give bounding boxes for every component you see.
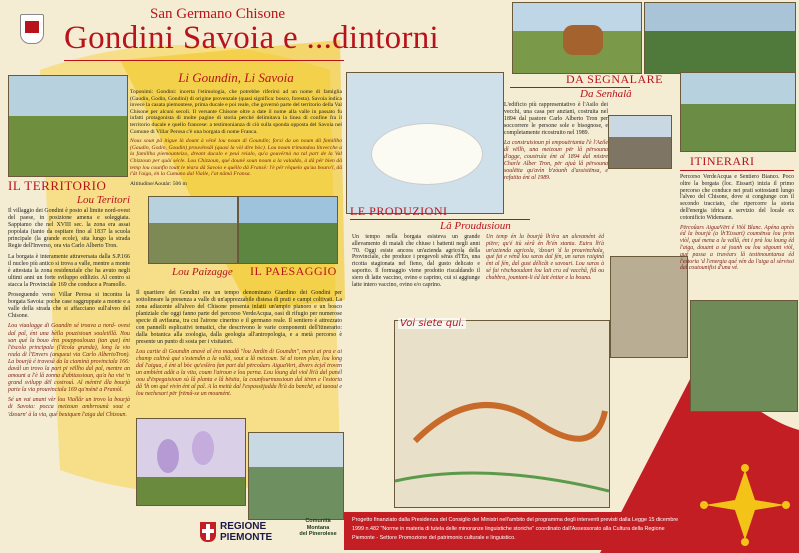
produzioni-paragraph-1: Un tempo nella borgata esisteva un grande allevamento di maiali che chiuse i battenti negli anni '70. Oggi esiste ancora un'azienda agricola della Provinciale, che produce i pregevoli sëras d'l'Én, una ricotta stagionata nel fieno, dal gusto delicato e saporito. Il formaggio viene prodotto riscaldando il siero di latte vaccino, ovino e caprino, cui si aggiunge latte intero vaccino, ovino e/o caprino. — [352, 234, 480, 288]
funding-text: Progetto finanziato dalla Presidenza del Consiglio dei Ministri nell'ambito del programma degli interventi previsti dalla Legge 15 dicembre 1999 n.482 "Norme in materia di tutela delle minoranze linguistiche storiche" coordinato dall'Assessorato alla Cultura della Regione Piemonte - Settore Promozione del patrimonio culturale e linguistico. — [352, 517, 679, 541]
itinerari-paragraph-1: Percorso VerdeAcqua e Sentiero Bianco. Poco oltre la borgata (loc. Eissart) inizia il primo percorso che conduce nei prati sottostanti lungo l'alveo del Chisone, dove si congiunge con il secondo tracciato, che ripercorre la storia dell'energia idrica a servizio del locale ex cotonificio Widemann. — [680, 174, 794, 221]
produzioni-subtitle: Lâ Proudusioun — [440, 220, 511, 232]
territorio-paragraph-2: La borgata è interamente attraversata dalla S.P.166 il nucleo più antico si trova a valle, mentre a monte è attestata la zona residenziale che ha avuto negli ultimi anni un forte sviluppo edilizio. Al centro si stacca la Provinciale 169 che conduce a Pramollo. — [8, 253, 130, 288]
cheesemaker-photo — [610, 256, 688, 358]
produzioni-title: LE PRODUZIONI — [350, 204, 448, 218]
itinerari-paragraph-2: Përcoûars AiguaVërt é Viòl Blanc. Apéna après éd la bourjà (a lh'Eissart) coumënsa lou prim viòl, qué mena a la vallâ, ént i prà lou loung éd l'aiga, douant a sé jounh ou lou sëgount viòl, qué passa a travèars lâ testimouniansa éd l'estoria 'd l'energia qué vén da l'aiga al sèrvissi dal coutounifisi d'una vé. — [680, 224, 794, 272]
paesaggio-paragraph-2: Lou cartie di Goundin anavè al èra maadâ "lou Jardin di Goundin", mersi ai pra e ai champ cultivà qué s'estendìn a la vallâ, sout a lâ meizoun. Sé al toren plan, lou long dal l'aigua, é ént al bòc qu'eslèra fan part dal përcoûars AiguaVert, divers ècjeî troven un ambiént adât a la vita, coum l'airoun e lou perna. Lou lòung dal viol lh'à dal panél oou d'ëspegaisioun sù lâ planta e lâ bëstia, la counfourmassioun dal tëren e l'estoria dâ 'lh om qué vivìn ént al paî. A la meità dal l'espassëjadda lh'à da banchë, ed taooui e lou nechesari për frëmâ-se un moumént. — [136, 349, 342, 397]
occitan-cross-icon — [700, 460, 790, 550]
cheese-photo — [346, 72, 504, 214]
goundin-paragraph-1: Toponimi: Gondini: incerta l'etimologia, che potrebbe riferirsi ad un nome di famiglia (Gaudin, Godin, Gondini) di origine provenzale (quasi significa: bosco, foresta). Savoia indica invece la casata piemontese, prima ducale e poi reale, che governò parte del territorio della Val Chisone per alcuni secoli. Il versante Chisone oltre a date il nome alla valle in passato fu infatti protagonista di molte pagine di storia perché delimitava la linea di confine fra il territorio ducale e quello francese: a testimonianza di ciò sulla sponda opposta del Savoia nel Comune di Villar Perosa c'è una borgata di nome Franca. — [130, 89, 342, 135]
signpost-photo — [680, 72, 796, 152]
stream-photo — [644, 2, 796, 74]
region-shield-icon — [200, 522, 216, 542]
asilo-photo — [608, 115, 672, 169]
goundin-title: Li Goundin, Li Savoia — [178, 70, 294, 85]
cows-photo — [512, 2, 642, 74]
community-line-1: Comunità — [305, 518, 331, 524]
territorio-paragraph-5: Sé un vai anant vèr lou Viallâr un trovo la bourjà di Savoia: pocca meizoun ambrrounà sout e 'dzourn' à la via, qué beuiquen l'aiga dal Chizoun. — [8, 397, 130, 418]
you-are-here-label: Voi siete qui. — [400, 318, 465, 329]
map-photo — [394, 320, 610, 508]
territorio-paragraph-3: Proseguendo verso Villar Perosa si incontra la borgata Savoia: poche case raggruppate a monte e a valle della strada che si affacciano sull'alveo del Chisone. — [8, 292, 130, 320]
paesaggio-title: IL PAESAGGIO — [250, 264, 337, 278]
community-logo — [296, 518, 340, 538]
region-name-bottom: PIEMONTE — [220, 532, 273, 543]
crocus-photo — [136, 418, 246, 506]
itinerari-title: ITINERARI — [690, 154, 755, 168]
coat-of-arms-logo — [20, 14, 44, 44]
community-line-3: del Pinerolese — [299, 531, 337, 537]
village-photo-top — [8, 75, 128, 177]
village-photo-right — [238, 196, 338, 264]
territorio-title: IL TERRITORIO — [8, 178, 107, 193]
territorio-paragraph-1: Il villaggio dei Gondini è posto al limite nord-ovest del paese, in posizione amena e soleggiata. Sappiamo che nel XVIII sec. la zona era assai popolata (tanto da ospitare fino al 1837 la scuola principale (la grande ecole), sita lungo la strada Regie dell'Inverso, ora via Carlo Alberto Tron. — [8, 208, 130, 250]
itinerari-rule — [680, 170, 794, 171]
goundin-altitude: Altitudine/Aoutàr: 506 m — [130, 180, 187, 187]
village-photo-mid — [148, 196, 238, 264]
segnalare-paragraph-2: La construisioun pì empouërtanta l'è l'Azile dî vëllh, una meizoun për lâ përsouna d'agge, coustruìa ént al 1894 dal mistre Charle Alber Tron, për ajuà lâ përsouna soulëtta qu'avìn b'zòunh d'assistënsa, e refaiita ént al 1989. — [504, 140, 608, 181]
segnalare-paragraph-1: L'edificio più rappresentativo è l'Asilo dei vecchi, una casa per anziani, costruita nel 1894 dal pastore Carlo Alberto Tron per soccorrere le persone sole e bisognose, e completamente ricostruito nel 1989. — [504, 102, 608, 136]
goundin-paragraph-2: Nous soun pâ itigue là dount à vënë lou noum di Goundin; forsi da un noum dâ famillho (Gaudin, Godin, Goudin) prouvënsâl (quasi la vòl dire bòc). Lou noum trimandou linvecche a la famillha piemounteizo, dreant ducalo e peui reialo, qu'a gouvërnà na tal part de la Val Chizzoun per quâi sécle. Lou Chizzoun, qué dounë soun noum a la valaddo, à dâ për bien dâ temp lou counfin toutt le tèara dâ Savoio e quëllo dâ Fransë: l'è për rëquelo qu'au bouro'l, dâ l'ât l'aiga, én la Cumuno dal Vialle, l'at nâmâ Fransa. — [130, 138, 342, 178]
river-photo — [248, 432, 344, 520]
paesaggio-paragraph-1: Il quartiere dei Gondini era un tempo denominato Giardino dei Gondini per sottolineare la presenza a valle di un'apprezzabile distesa di prati e campi coltivati. La zona adiacente all'alveo del Chisone presenta infatti un'ampio pianoro e un bosco planiziale che oggi fanno parte del percorso VerdeAcqua, oasi di rifugio per numerose specie di avifauna, tra cui l'airone cinerino e il germano reale. Il sentiero è attrezzato con pannelli esplicativi tematici, che descrivono le varie componenti dell'itinerario: dalla botanica alla zoologia, dalla geologia all'antropologia, e a metà percorso è presente un punto di sosta per i visitatori. — [136, 290, 342, 345]
region-name-top: REGIONE — [220, 521, 267, 532]
territorio-subtitle: Lou Teritori — [76, 194, 130, 206]
community-line-2: Montana — [306, 524, 330, 531]
territorio-paragraph-4: Lou viaalagge di Goundin sé trouva a nord- ovest dal paî, ént una bèlla pouzisioun souleiillâ. Nou san qué la bouo éra pouppoulouza (tan que) ént l'ëscola principala (l'ëcola granda), long la vio reala di l'Envers (anqueui via Carlo AlbertoTron). La bourjà é travesâ da la ciaminà provinciala 166: davàl un trovo la part pi vëllho dal paî, mentre an amount a l'è lâ zonna d'abitassioun, qu'a ha vist 'n grand svilupp dël costrouì. Al méntrë dla bourjà parte la via prouvinciala 169 qu'ménë a Pramòl. — [8, 323, 130, 394]
paesaggio-subtitle: Lou Paizagge — [172, 266, 233, 278]
segnalare-subtitle: Da Senhalâ — [580, 88, 632, 100]
page-supertitle: San Germano Chisone — [150, 6, 285, 22]
region-logo — [200, 516, 284, 548]
segnalare-title: DA SEGNALARE — [566, 72, 664, 86]
page-title: Gondini Savoia e ...dintorni — [64, 20, 440, 56]
heron-photo — [690, 300, 798, 412]
title-rule — [64, 60, 344, 61]
produzioni-paragraph-2: Un temp én la bourjà lh'éra un alevamént èd piëre; qu'é itù sèrâ én lh'én stanta. Euiru lh'à un'azienda agricola, 'dzouri 'd la prouvinchala, qué fai e vénd lou saras dal fén, un saras raiginâ ént al fén, dal gust délicât e savouri. Lou saras à sé fai rëschaoudant lou lait cru ed vacchâ, fiâ ou chabbra, jountant-li éd lait éntiar e la bouna. — [486, 234, 604, 281]
